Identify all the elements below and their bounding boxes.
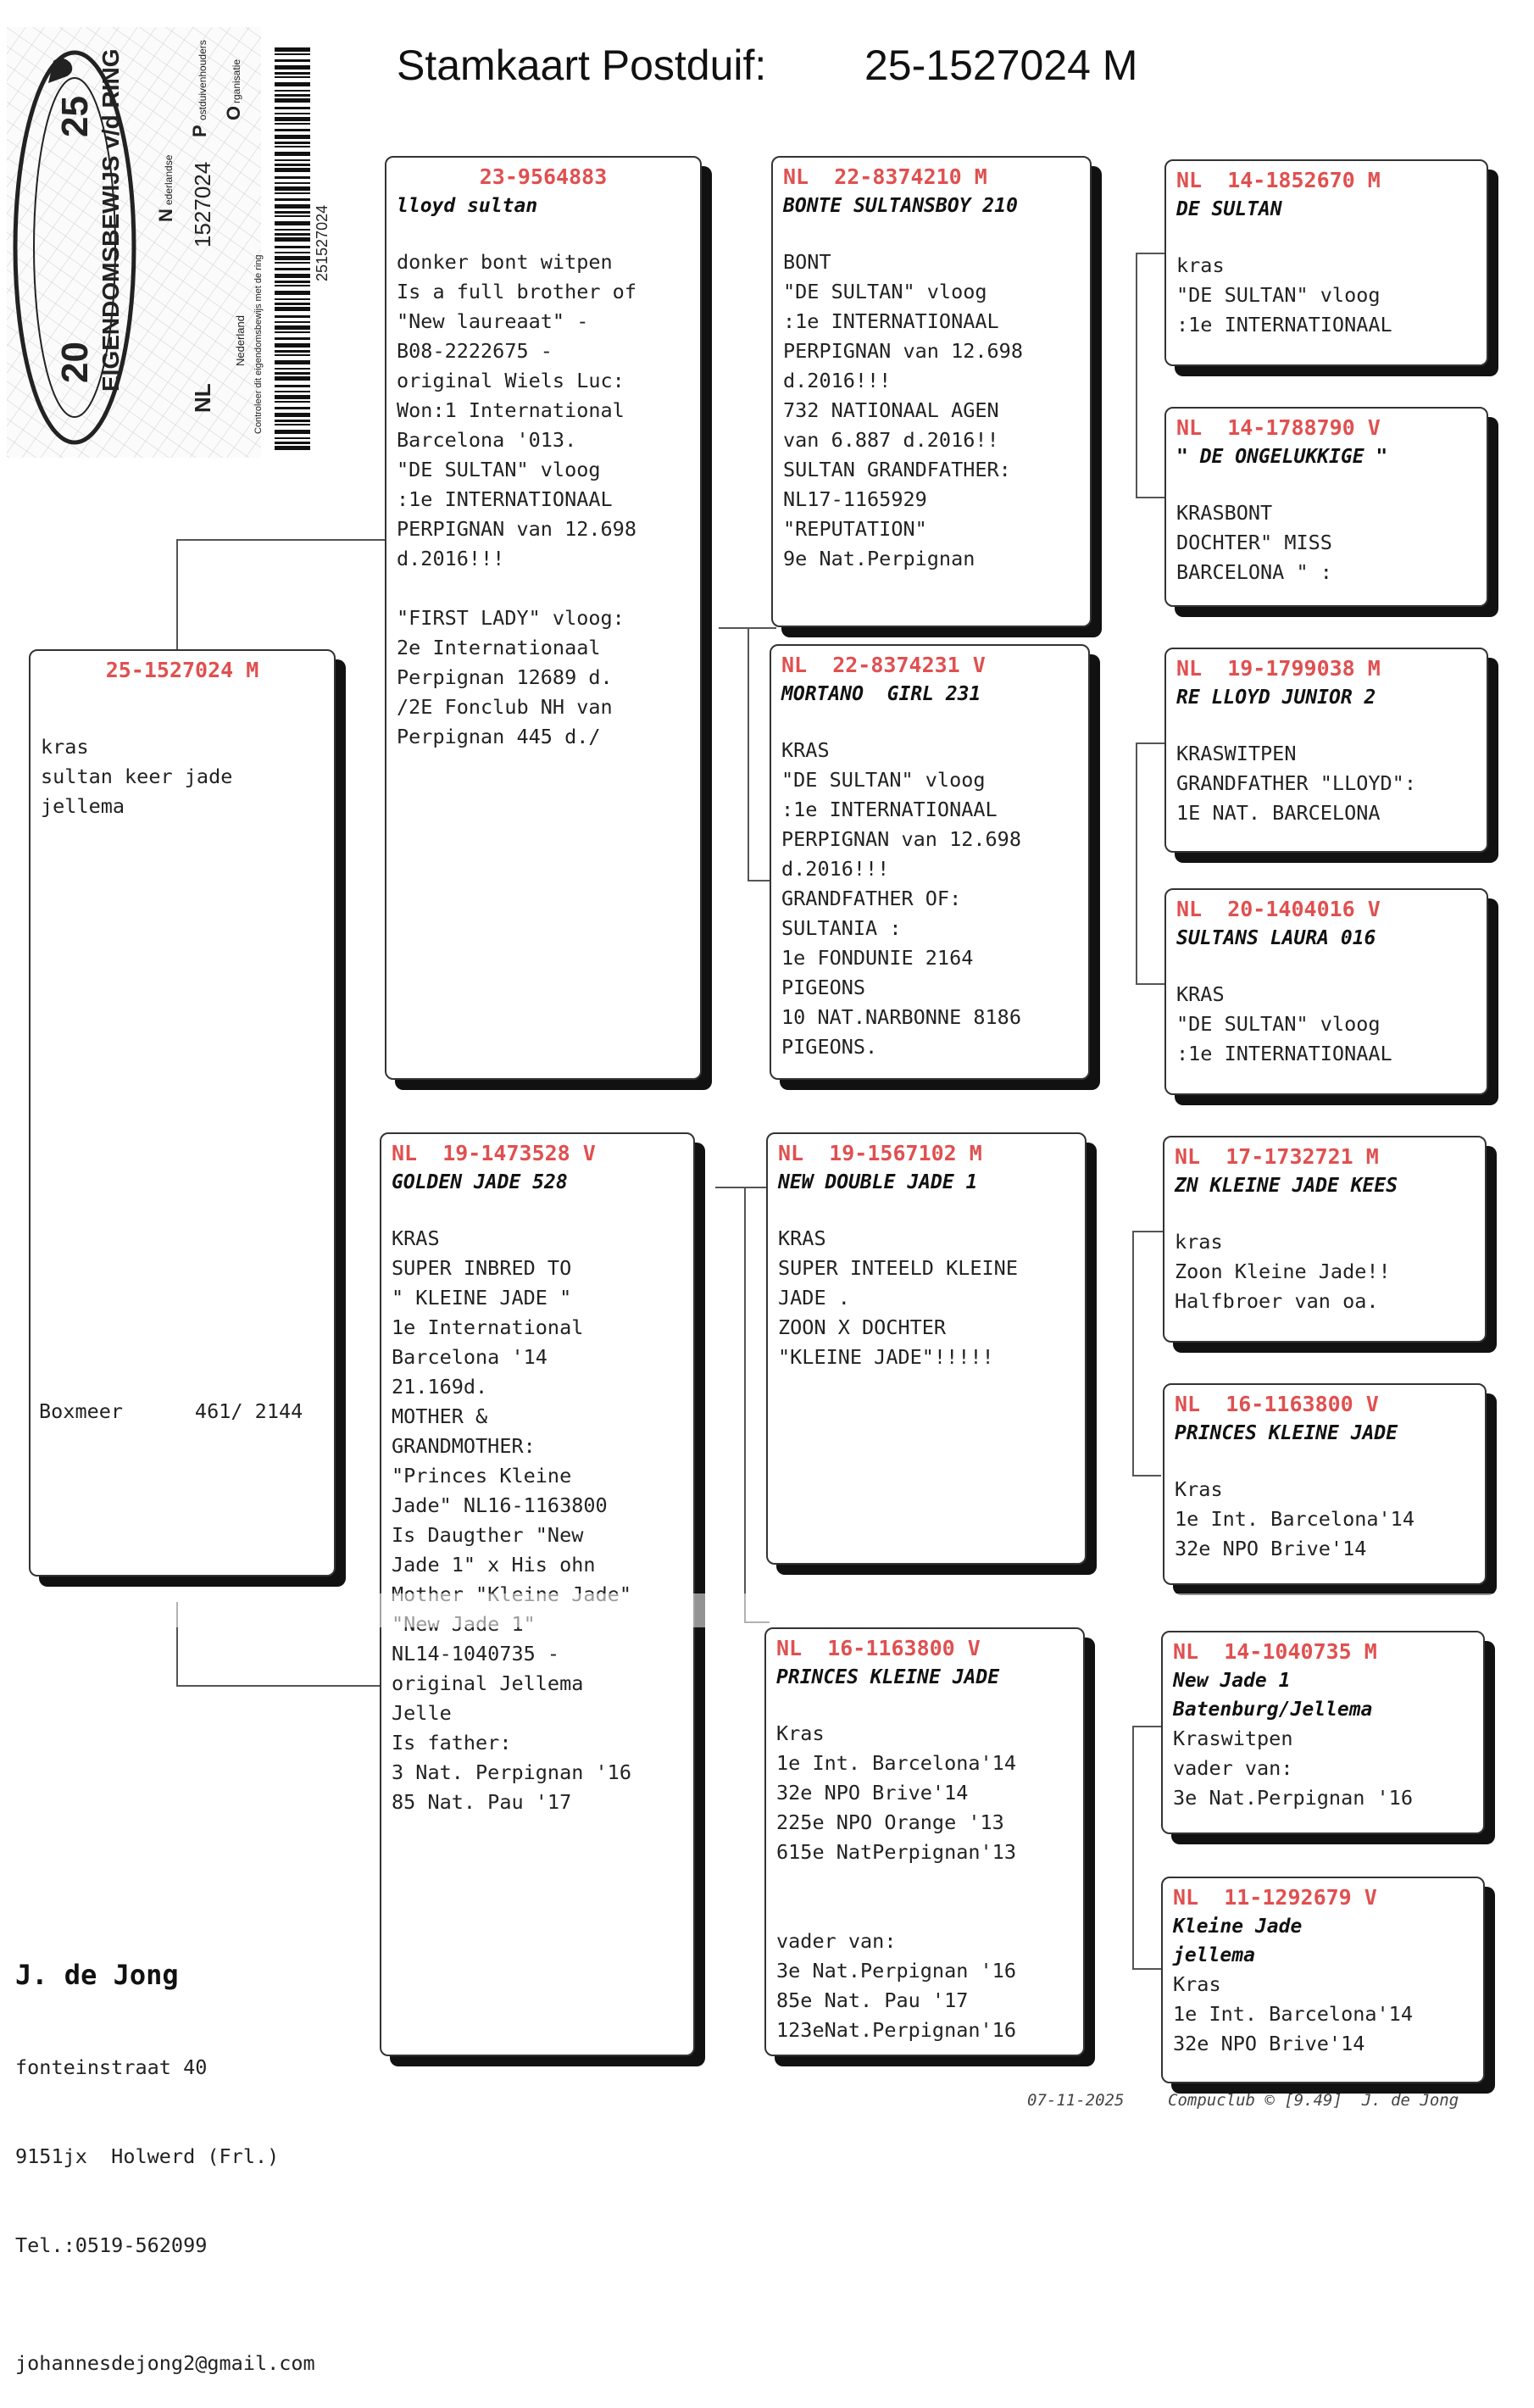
- description: KRASBONT DOCHTER" MISS BARCELONA " :: [1176, 501, 1332, 584]
- ring-number: NL 19-1473528 V: [392, 1141, 596, 1165]
- barcode-bar: [275, 354, 310, 356]
- pedigree-card-fff[interactable]: [1164, 159, 1488, 366]
- org-line-2: ostduivenhouders: [197, 40, 208, 120]
- footer-date: 07-11-2025: [1027, 2091, 1125, 2110]
- org-letter-n: N: [155, 209, 176, 222]
- ring-number: NL 17-1732721 M: [1175, 1144, 1379, 1169]
- connector: [1132, 1231, 1163, 1232]
- footer-software: Compuclub © [9.49] J. de Jong: [1168, 2091, 1459, 2110]
- connector: [744, 1187, 746, 1623]
- barcode-bar: [275, 186, 310, 191]
- pedigree-card-fmf[interactable]: [1164, 648, 1488, 853]
- description: KRAS "DE SULTAN" vloog :1e INTERNATIONAAL PERPIGNAN van 12.698 d.2016!!! GRANDFATHER OF: SULTANIA : 1e FONDUNIE 2164 PIGEONS 10 NAT.NARBONNE 8186 PIGEONS.: [781, 738, 1021, 1059]
- barcode-bar: [275, 65, 310, 70]
- barcode-bar: [275, 168, 310, 172]
- barcode-bar: [275, 446, 310, 450]
- barcode-bar: [275, 268, 310, 270]
- description: kras sultan keer jade jellema: [41, 735, 233, 818]
- ring-number: NL 14-1788790 V: [1176, 415, 1381, 440]
- barcode-bar: [275, 437, 310, 439]
- pedigree-card-ff[interactable]: [771, 156, 1092, 627]
- barcode-bar: [275, 395, 310, 399]
- connector: [1136, 253, 1166, 254]
- barcode-bar: [275, 331, 310, 333]
- owner-email[interactable]: johannesdejong2@gmail.com: [15, 2351, 315, 2375]
- barcode-bar: [275, 391, 310, 392]
- description: Kras 1e Int. Barcelona'14 32e NPO Brive'14 225e NPO Orange '13 615e NatPerpignan'13 vader van: 3e Nat.Perpignan '16 85e Nat. Pau '17 123eNat.Perpignan'16: [776, 1721, 1016, 2042]
- stamp-number: 1527024: [190, 161, 215, 247]
- stamp-country: NL: [190, 383, 215, 413]
- barcode-bar: [275, 252, 310, 253]
- description: kras "DE SULTAN" vloog :1e INTERNATIONAAL: [1176, 253, 1392, 336]
- barcode-bar: [275, 192, 310, 194]
- ring-number: NL 11-1292679 V: [1173, 1885, 1377, 1910]
- pigeon-name: BONTE SULTANSBOY 210: [783, 195, 1018, 217]
- description: kras Zoon Kleine Jade!! Halfbroer van oa.: [1175, 1230, 1391, 1313]
- stamp-graphic: [7, 27, 336, 458]
- barcode-bar: [275, 337, 310, 340]
- connector: [1136, 253, 1137, 498]
- pigeon-name: lloyd sultan: [397, 195, 538, 217]
- barcode-bar: [275, 430, 310, 434]
- connector: [1132, 1231, 1134, 1476]
- barcode-bar: [275, 107, 310, 109]
- connector: [176, 1685, 384, 1687]
- pedigree-card-father[interactable]: [385, 156, 702, 1080]
- description: Kras 1e Int. Barcelona'14 32e NPO Brive'14: [1175, 1477, 1415, 1560]
- connector: [176, 539, 388, 541]
- pedigree-card-mfm[interactable]: [1163, 1383, 1487, 1585]
- barcode-bar: [275, 129, 310, 131]
- barcode-bar: [275, 76, 310, 78]
- barcode-bar: [275, 113, 310, 114]
- barcode-bar: [275, 182, 310, 184]
- ownership-stamp: [7, 27, 336, 458]
- pedigree-card-mm[interactable]: [764, 1627, 1085, 2056]
- barcode-bar: [275, 256, 310, 260]
- description: Kras 1e Int. Barcelona'14 32e NPO Brive'14: [1173, 1972, 1413, 2055]
- ring-number: NL 16-1163800 V: [776, 1636, 981, 1660]
- barcode-bar: [275, 303, 310, 305]
- ring-number: 25-1527024 M: [105, 658, 259, 682]
- connector: [1136, 742, 1166, 744]
- pigeon-name: New Jade 1 Batenburg/Jellema: [1173, 1670, 1373, 1721]
- ring-number: NL 16-1163800 V: [1175, 1392, 1379, 1416]
- barcode-bar: [275, 424, 310, 425]
- ring-number: NL 20-1404016 V: [1176, 897, 1381, 921]
- connector: [1136, 983, 1164, 985]
- pedigree-card-fm[interactable]: [770, 644, 1090, 1080]
- owner-name: J. de Jong: [15, 1959, 179, 1991]
- description: KRAS "DE SULTAN" vloog :1e INTERNATIONAAL: [1176, 982, 1392, 1065]
- barcode-bar: [275, 215, 310, 217]
- ring-number: NL 22-8374210 M: [783, 164, 987, 189]
- pigeon-name: PRINCES KLEINE JADE: [1175, 1422, 1398, 1444]
- org-line-1: ederlandse: [163, 154, 175, 205]
- barcode-bar: [275, 164, 310, 166]
- pedigree-card-mf[interactable]: [766, 1132, 1087, 1565]
- barcode-bar: [275, 146, 310, 147]
- pedigree-card-ffm[interactable]: [1164, 407, 1488, 607]
- barcode-bar: [275, 285, 310, 286]
- barcode-bar: [275, 298, 310, 300]
- barcode-bar: [275, 229, 310, 231]
- stamp-nederland: Nederland: [234, 315, 247, 366]
- description: Kraswitpen vader van: 3e Nat.Perpignan '16: [1173, 1727, 1413, 1810]
- connector: [1132, 1726, 1161, 1727]
- barcode-bar: [275, 53, 310, 55]
- barcode-bar: [275, 372, 310, 375]
- org-letter-o: O: [223, 105, 244, 120]
- pedigree-card-mmm[interactable]: [1161, 1877, 1485, 2083]
- barcode-bar: [275, 360, 310, 364]
- ring-number: NL 19-1799038 M: [1176, 656, 1381, 681]
- pigeon-name: MORTANO GIRL 231: [781, 683, 981, 705]
- barcode-bar: [275, 211, 310, 214]
- connector: [715, 1187, 771, 1188]
- barcode-bar: [275, 350, 310, 353]
- barcode-bar: [275, 98, 310, 103]
- ring-number: NL 22-8374231 V: [781, 653, 986, 677]
- pigeon-name: PRINCES KLEINE JADE: [776, 1666, 1000, 1688]
- description: donker bont witpen Is a full brother of "New laureaat" - B08-2222675 - original Wiels Luc: Won:1 International Barcelona '013. "DE SULTAN" vloog :1e INTERNATIONAAL PERPIGNAN van 12.698 d.2016!!! "FIRST LADY" vloog: 2e Internationaal Perpignan 12689 d. /2E Fonclub NH van Perpignan 445 d./: [397, 250, 636, 748]
- connector: [1136, 742, 1137, 984]
- description: KRAS SUPER INTEELD KLEINE JADE . ZOON X DOCHTER "KLEINE JADE"!!!!!: [778, 1226, 1018, 1369]
- owner-street: fonteinstraat 40: [15, 2055, 208, 2079]
- barcode-bar: [275, 281, 310, 283]
- barcode-bar: [275, 123, 310, 125]
- barcode-bar: [275, 59, 310, 62]
- description: BONT "DE SULTAN" vloog :1e INTERNATIONAAL PERPIGNAN van 12.698 d.2016!!! 732 NATIONAAL AGEN van 6.887 d.2016!! SULTAN GRANDFATHER: NL17-1165929 "REPUTATION" 9e Nat.Perpignan: [783, 250, 1023, 570]
- barcode-bar: [275, 315, 310, 318]
- barcode-bar: [275, 307, 310, 311]
- barcode-bar: [275, 420, 310, 422]
- pigeon-name: NEW DOUBLE JADE 1: [778, 1171, 978, 1193]
- barcode-bar: [275, 176, 310, 179]
- connector: [1136, 497, 1164, 498]
- barcode-bar: [275, 385, 310, 387]
- pigeon-name: RE LLOYD JUNIOR 2: [1176, 687, 1376, 709]
- org-line-3: rganisatie: [231, 58, 242, 103]
- title-ring-number: 25-1527024 M: [864, 42, 1138, 89]
- connector: [719, 627, 776, 629]
- connector: [1132, 1475, 1161, 1476]
- stamp-band-text: EIGENDOMSBEWIJS v/d RING: [97, 48, 124, 392]
- description: KRAS SUPER INBRED TO " KLEINE JADE " 1e International Barcelona '14 21.169d. MOTHER & GRANDMOTHER: "Princes Kleine Jade" NL16-1163800 Is Daugther "New Jade 1" x His ohn NL14-1040735 - original Jellema Jelle Is father: 3 Nat. Perpignan '16 85 Nat. Pau '17: [392, 1226, 631, 1814]
- pedigree-card-mff[interactable]: [1163, 1136, 1487, 1343]
- barcode-bar: [275, 442, 310, 444]
- barcode-bar: [275, 47, 310, 52]
- title-label: Stamkaart Postduif:: [397, 42, 767, 89]
- scan-fold-band: [0, 1593, 1534, 1627]
- barcode-bar: [275, 152, 310, 156]
- connector: [176, 539, 178, 649]
- stamp-year-left: 20: [54, 342, 96, 383]
- barcode-bar: [275, 198, 310, 201]
- barcode-bar: [275, 413, 310, 417]
- pigeon-name: GOLDEN JADE 528: [392, 1171, 568, 1193]
- barcode-bar: [275, 274, 310, 278]
- barcode-bar: [275, 401, 310, 403]
- pigeon-name: Kleine Jade jellema: [1173, 1916, 1303, 1966]
- stamp-control-text: Controleer dit eigendomsbewijs met de ring: [253, 254, 264, 434]
- barcode-bar: [275, 82, 310, 86]
- owner-phone: Tel.:0519-562099: [15, 2233, 208, 2257]
- owner-city: 9151jx Holwerd (Frl.): [15, 2144, 280, 2168]
- barcode-bar: [275, 343, 310, 348]
- pedigree-card-subject[interactable]: [29, 649, 336, 1577]
- pigeon-name: DE SULTAN: [1176, 198, 1282, 220]
- stamp-barcode-number: 251527024: [314, 204, 331, 281]
- barcode-bar: [275, 376, 310, 381]
- connector: [1132, 1968, 1161, 1970]
- barcode-bar: [275, 72, 310, 75]
- connector: [1132, 1726, 1134, 1970]
- race-result: Boxmeer 461/ 2144: [39, 1399, 303, 1423]
- barcode-bar: [275, 135, 310, 139]
- stamp-year-right: 25: [54, 96, 96, 137]
- barcode-bar: [275, 94, 310, 97]
- barcode-bar: [275, 262, 310, 264]
- barcode-bar: [275, 291, 310, 295]
- owner-info: [15, 1897, 315, 2408]
- barcode-bar: [275, 246, 310, 248]
- barcode-bar: [275, 325, 310, 330]
- barcode-bar: [275, 221, 310, 225]
- pedigree-card-fmm[interactable]: [1164, 888, 1488, 1095]
- barcode-bar: [275, 142, 310, 144]
- connector: [748, 627, 749, 881]
- barcode-bar: [275, 90, 310, 92]
- pigeon-name: " DE ONGELUKKIGE ": [1176, 446, 1388, 468]
- ring-number: NL 19-1567102 M: [778, 1141, 982, 1165]
- barcode-bar: [275, 204, 310, 209]
- barcode-bar: [275, 237, 310, 242]
- ring-number: NL 14-1040735 M: [1173, 1639, 1377, 1664]
- pigeon-name: ZN KLEINE JADE KEES: [1175, 1175, 1398, 1197]
- barcode-bar: [275, 321, 310, 323]
- pigeon-name: SULTANS LAURA 016: [1176, 927, 1376, 949]
- ring-number: 23-9564883: [479, 164, 608, 189]
- barcode-bar: [275, 117, 310, 121]
- barcode-bar: [275, 159, 310, 161]
- org-letter-p: P: [189, 125, 210, 137]
- ring-number: NL 14-1852670 M: [1176, 168, 1381, 192]
- barcode-bar: [275, 233, 310, 236]
- page-title: [397, 41, 1138, 90]
- pedigree-card-mmf[interactable]: [1161, 1631, 1485, 1834]
- barcode-bar: [275, 407, 310, 409]
- description: KRASWITPEN GRANDFATHER "LLOYD": 1E NAT. BARCELONA: [1176, 742, 1416, 825]
- barcode-bar: [275, 368, 310, 370]
